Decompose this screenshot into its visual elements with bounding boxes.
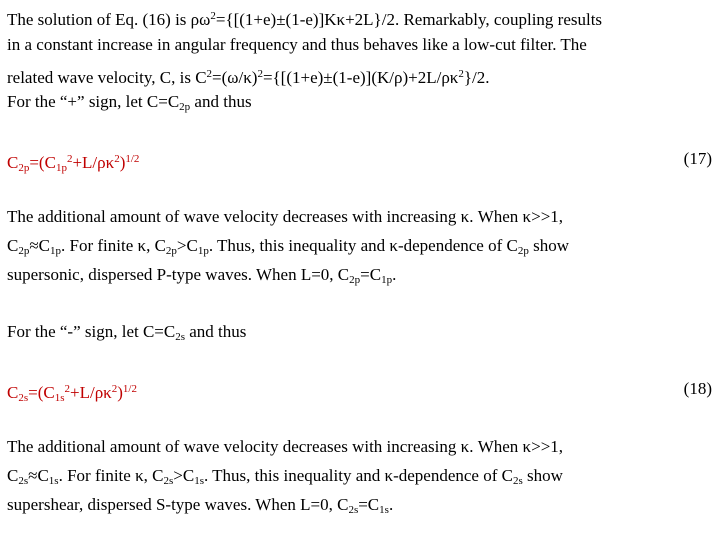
subscript: 2s (163, 475, 174, 487)
subscript: 1s (194, 475, 204, 487)
superscript: 2 (111, 383, 118, 395)
superscript: 2 (66, 153, 73, 165)
subscript: 2s (348, 504, 359, 516)
text: . (388, 495, 394, 514)
paragraph-1-line-2 (7, 35, 587, 55)
subscript: 2s (18, 392, 29, 404)
text: ={[(1+e)±(1-e)]Kκ+2L}/2. Remarkably, coupling results (215, 10, 603, 29)
text: related wave velocity, C, is C (7, 68, 207, 87)
subscript: 1s (54, 392, 65, 404)
paragraph-1-line-3 (7, 64, 490, 88)
subscript: 2s (18, 475, 29, 487)
superscript: 2 (257, 68, 263, 80)
eq-text: C (7, 153, 19, 172)
text: =(ω/κ) (212, 68, 258, 87)
superscript: 2 (458, 68, 464, 80)
subscript: 2s (175, 331, 186, 343)
text: =C (358, 495, 380, 514)
eq-text: ) (117, 383, 123, 402)
paragraph-1-line-1 (7, 6, 602, 30)
text: The additional amount of wave velocity decreases with increasing κ. When κ>>1, (7, 207, 564, 226)
text: supersonic, dispersed P-type waves. When L=0, C (7, 265, 350, 284)
superscript: 1/2 (122, 383, 137, 395)
eq-text: +L/ρκ (70, 383, 112, 402)
text: and thus (185, 322, 247, 341)
text: supershear, dispersed S-type waves. When L=0, C (7, 495, 349, 514)
subscript: 1p (197, 245, 209, 257)
subscript: 2p (165, 245, 177, 257)
subscript: 1s (48, 475, 59, 487)
superscript: 2 (64, 383, 70, 395)
subscript: 1p (55, 162, 67, 174)
text: . For finite κ, C (58, 466, 164, 485)
subscript: 1p (50, 245, 62, 257)
text: The solution of Eq. (16) is ρω (7, 10, 211, 29)
paragraph-1-line-4 (7, 92, 252, 117)
superscript: 2 (210, 10, 216, 22)
paragraph-4-line-1 (7, 437, 563, 457)
text: . Thus, this inequality and κ-dependence of C (203, 466, 513, 485)
text: ≈C (29, 236, 51, 255)
superscript: 2 (206, 68, 213, 80)
text: ≈C (28, 466, 49, 485)
superscript: 2 (114, 153, 120, 165)
text: and thus (190, 92, 252, 111)
paragraph-2-line-3 (7, 265, 396, 290)
text: ={[(1+e)±(1-e)](K/ρ)+2L/ρκ (262, 68, 459, 87)
eq-text: +L/ρκ (72, 153, 115, 172)
text: C (7, 466, 19, 485)
equation-17 (7, 149, 139, 178)
paragraph-3 (7, 322, 246, 347)
eq-text: ) (119, 153, 126, 172)
paragraph-2-line-1 (7, 207, 563, 227)
eq-text: =(C (28, 383, 55, 402)
text: . (392, 265, 397, 284)
subscript: 2s (512, 475, 523, 487)
subscript: 2p (18, 162, 30, 174)
text: . For finite κ, C (61, 236, 166, 255)
equation-number-17: (17) (683, 149, 712, 168)
subscript: 2p (349, 274, 361, 286)
text: C (7, 236, 19, 255)
subscript: 1p (381, 274, 393, 286)
text: show (522, 466, 563, 485)
subscript: 2p (18, 245, 30, 257)
paragraph-4-line-3 (7, 495, 393, 520)
paragraph-2-line-2 (7, 236, 569, 261)
subscript: 1s (379, 504, 389, 516)
text: }/2. (463, 68, 490, 87)
equation-number-18: (18) (683, 379, 712, 398)
text: >C (173, 466, 195, 485)
text: >C (176, 236, 198, 255)
text: show (528, 236, 570, 255)
text: =C (360, 265, 382, 284)
subscript: 2p (517, 245, 529, 257)
text: The additional amount of wave velocity decreases with increasing κ. When κ>>1, (7, 437, 564, 456)
subscript: 2p (179, 101, 191, 113)
paragraph-4-line-2 (7, 466, 563, 491)
eq-text: =(C (29, 153, 56, 172)
text: For the “-” sign, let C=C (7, 322, 176, 341)
text: For the “+” sign, let C=C (7, 92, 180, 111)
text: in a constant increase in angular frequency and thus behaves like a low-cut filter. The (7, 35, 587, 54)
superscript: 1/2 (125, 153, 140, 165)
equation-18 (7, 379, 137, 408)
eq-text: C (7, 383, 19, 402)
text: . Thus, this inequality and κ-dependence of C (208, 236, 518, 255)
